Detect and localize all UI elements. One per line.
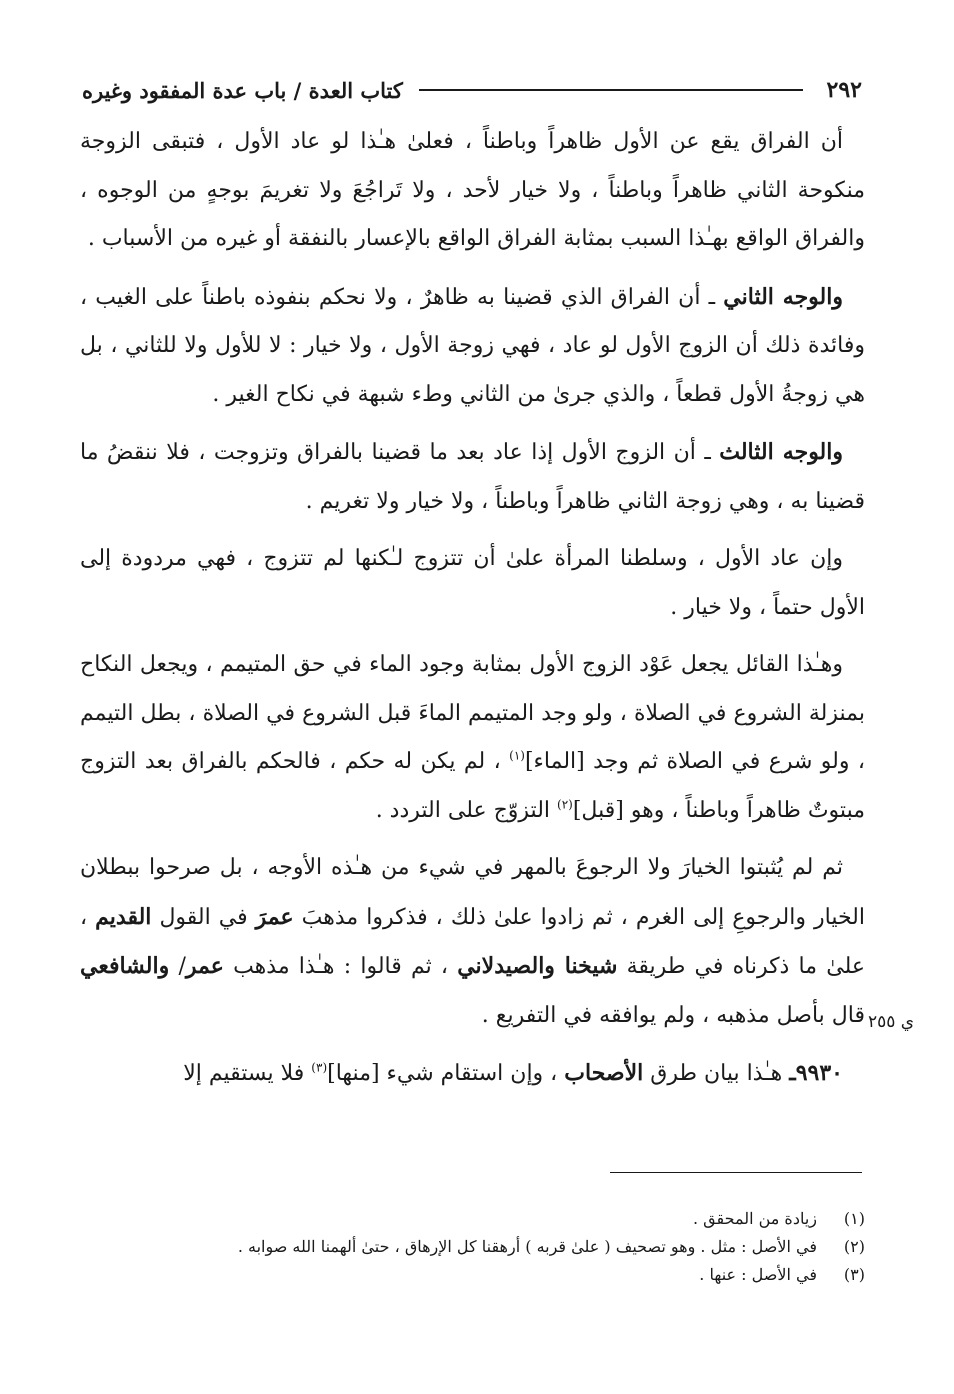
text-run: أن الفراق يقع عن الأول ظاهراً وباطناً ، فعلىٰ هـٰذا لو عاد الأول ، فتبقى الزوجة منكوحة الثاني ظاهراً وباطناً ، ولا خيار لأحد ، ولا تَراجُعَ ولا تغريمَ بوجهٍ من الوجوه ، والفراق الواقع بهـٰذا السبب بمثابة الفراق الواقع بالإعسار بالنفقة أو غيره من الأسباب . [80, 129, 865, 251]
text-run: / [169, 954, 186, 979]
footnote-separator [610, 1172, 862, 1173]
text-run: هـٰذا بيان طرق [643, 1061, 790, 1086]
main-text [80, 118, 865, 1108]
bold-term: عمر [185, 953, 224, 979]
footnote-marker: (٣) [311, 1060, 328, 1075]
footnote [80, 1261, 865, 1289]
text-run: ثم لم يُثبتوا الخيارَ ولا الرجوعَ بالمهر في شيء من هـٰذه الأوجه ، بل صرحوا ببطلان الخيار والرجوعِ إلى الغرم ، ثم زادوا علىٰ ذلك ، فذكروا مذهبَ [80, 855, 865, 930]
text-run: التزوّج على التردد . [375, 797, 558, 823]
bold-term: ٩٩٣٠ـ [789, 1060, 843, 1086]
footnote-marker: (٢) [557, 797, 573, 812]
bold-term: القديم [95, 903, 152, 930]
footnote-number: (٣) [843, 1265, 865, 1284]
footnote-number: (١) [843, 1209, 865, 1228]
text-run: ، علىٰ ما ذكرناه في طريقة [80, 904, 865, 979]
text-run: ، ثم قالوا : هـٰذا مذهب [223, 954, 458, 979]
bold-term: والشافعي [80, 953, 170, 979]
footnote-marker: (١) [509, 748, 525, 763]
footnote-text: في الأصل : عنها . [699, 1265, 817, 1284]
paragraph [80, 428, 865, 526]
page-number: ٢٩٢ [826, 77, 862, 103]
footnote-text: زيادة من المحقق . [693, 1209, 817, 1228]
paragraph [80, 641, 865, 835]
footnote-text: في الأصل : مثل . وهو تصحيف ( علىٰ قربه ) أرهقنا كل الإرهاق ، حتىٰ ألهمنا الله صوابه . [237, 1237, 817, 1256]
text-run: ، وإن استقام شيء [منها] [327, 1061, 565, 1086]
bold-term: شيخنا والصيدلاني [457, 953, 618, 979]
header-title: كتاب العدة / باب عدة المفقود وغيره [82, 77, 403, 103]
text-run: وإن عاد الأول ، وسلطنا المرأة علىٰ أن تتزوج لـٰكنها لم تتزوج ، فهي مردودة إلى الأول حتماً ، ولا خيار . [80, 546, 865, 620]
text-run: في القول [151, 904, 256, 930]
footnote [80, 1205, 865, 1233]
footnotes [80, 1205, 865, 1289]
text-run: ـ أن الزوج الأول إذا عاد بعد ما قضينا بالفراق وتزوجت ، فلا ننقضُ ما قضينا به ، وهي زوجة الثاني ظاهراً وباطناً ، ولا خيار ولا تغريم . [80, 440, 865, 514]
footnote-number: (٢) [843, 1237, 865, 1256]
text-run: قال بأصل مذهبه ، ولم يوافقه في التفريع . [481, 1002, 865, 1028]
text-run: ـ أن الفراق الذي قضينا به ظاهرٌ ، ولا نحكم بنفوذه باطناً على الغيب ، وفائدة ذلك أن الزوج الأول لو عاد ، فهي زوجة الأول ، ولا خيار : لا للأول ولا للثاني ، بل هي زوجةُ الأول قطعاً ، والذي جرىٰ من الثاني وطء شبهة في نكاح الغير . [80, 284, 865, 407]
bold-term: والوجه الثاني [723, 283, 843, 310]
bold-term: عمرَ [255, 903, 294, 930]
paragraph [80, 1049, 865, 1099]
paragraph [80, 535, 865, 632]
running-header [82, 72, 862, 108]
header-rule [419, 89, 803, 91]
text-run: فلا يستقيم إلا [183, 1061, 312, 1086]
margin-reference: ي ٢٥٥ [868, 1012, 915, 1032]
paragraph [80, 844, 865, 1040]
paragraph [80, 273, 865, 420]
footnote [80, 1233, 865, 1261]
text-run: ، لم يكن له حكم ، فالحكم بالفراق بعد التزوج مبتوتٌ ظاهراً وباطناً ، وهو [قبل] [80, 749, 865, 823]
text-run: وهـٰذا القائل يجعل عَوْد الزوج الأول بمثابة وجود الماء في حق المتيمم ، ويجعل النكاح بمنزلة الشروع في الصلاة ، ولو وجد المتيمم الماءَ قبل الشروع في الصلاة ، بطل التيمم ، ولو شرع في الصلاة ثم وجد [الماء] [80, 652, 865, 774]
bold-term: والوجه الثالث [719, 439, 843, 465]
paragraph [80, 118, 865, 264]
bold-term: الأصحاب [564, 1060, 644, 1086]
